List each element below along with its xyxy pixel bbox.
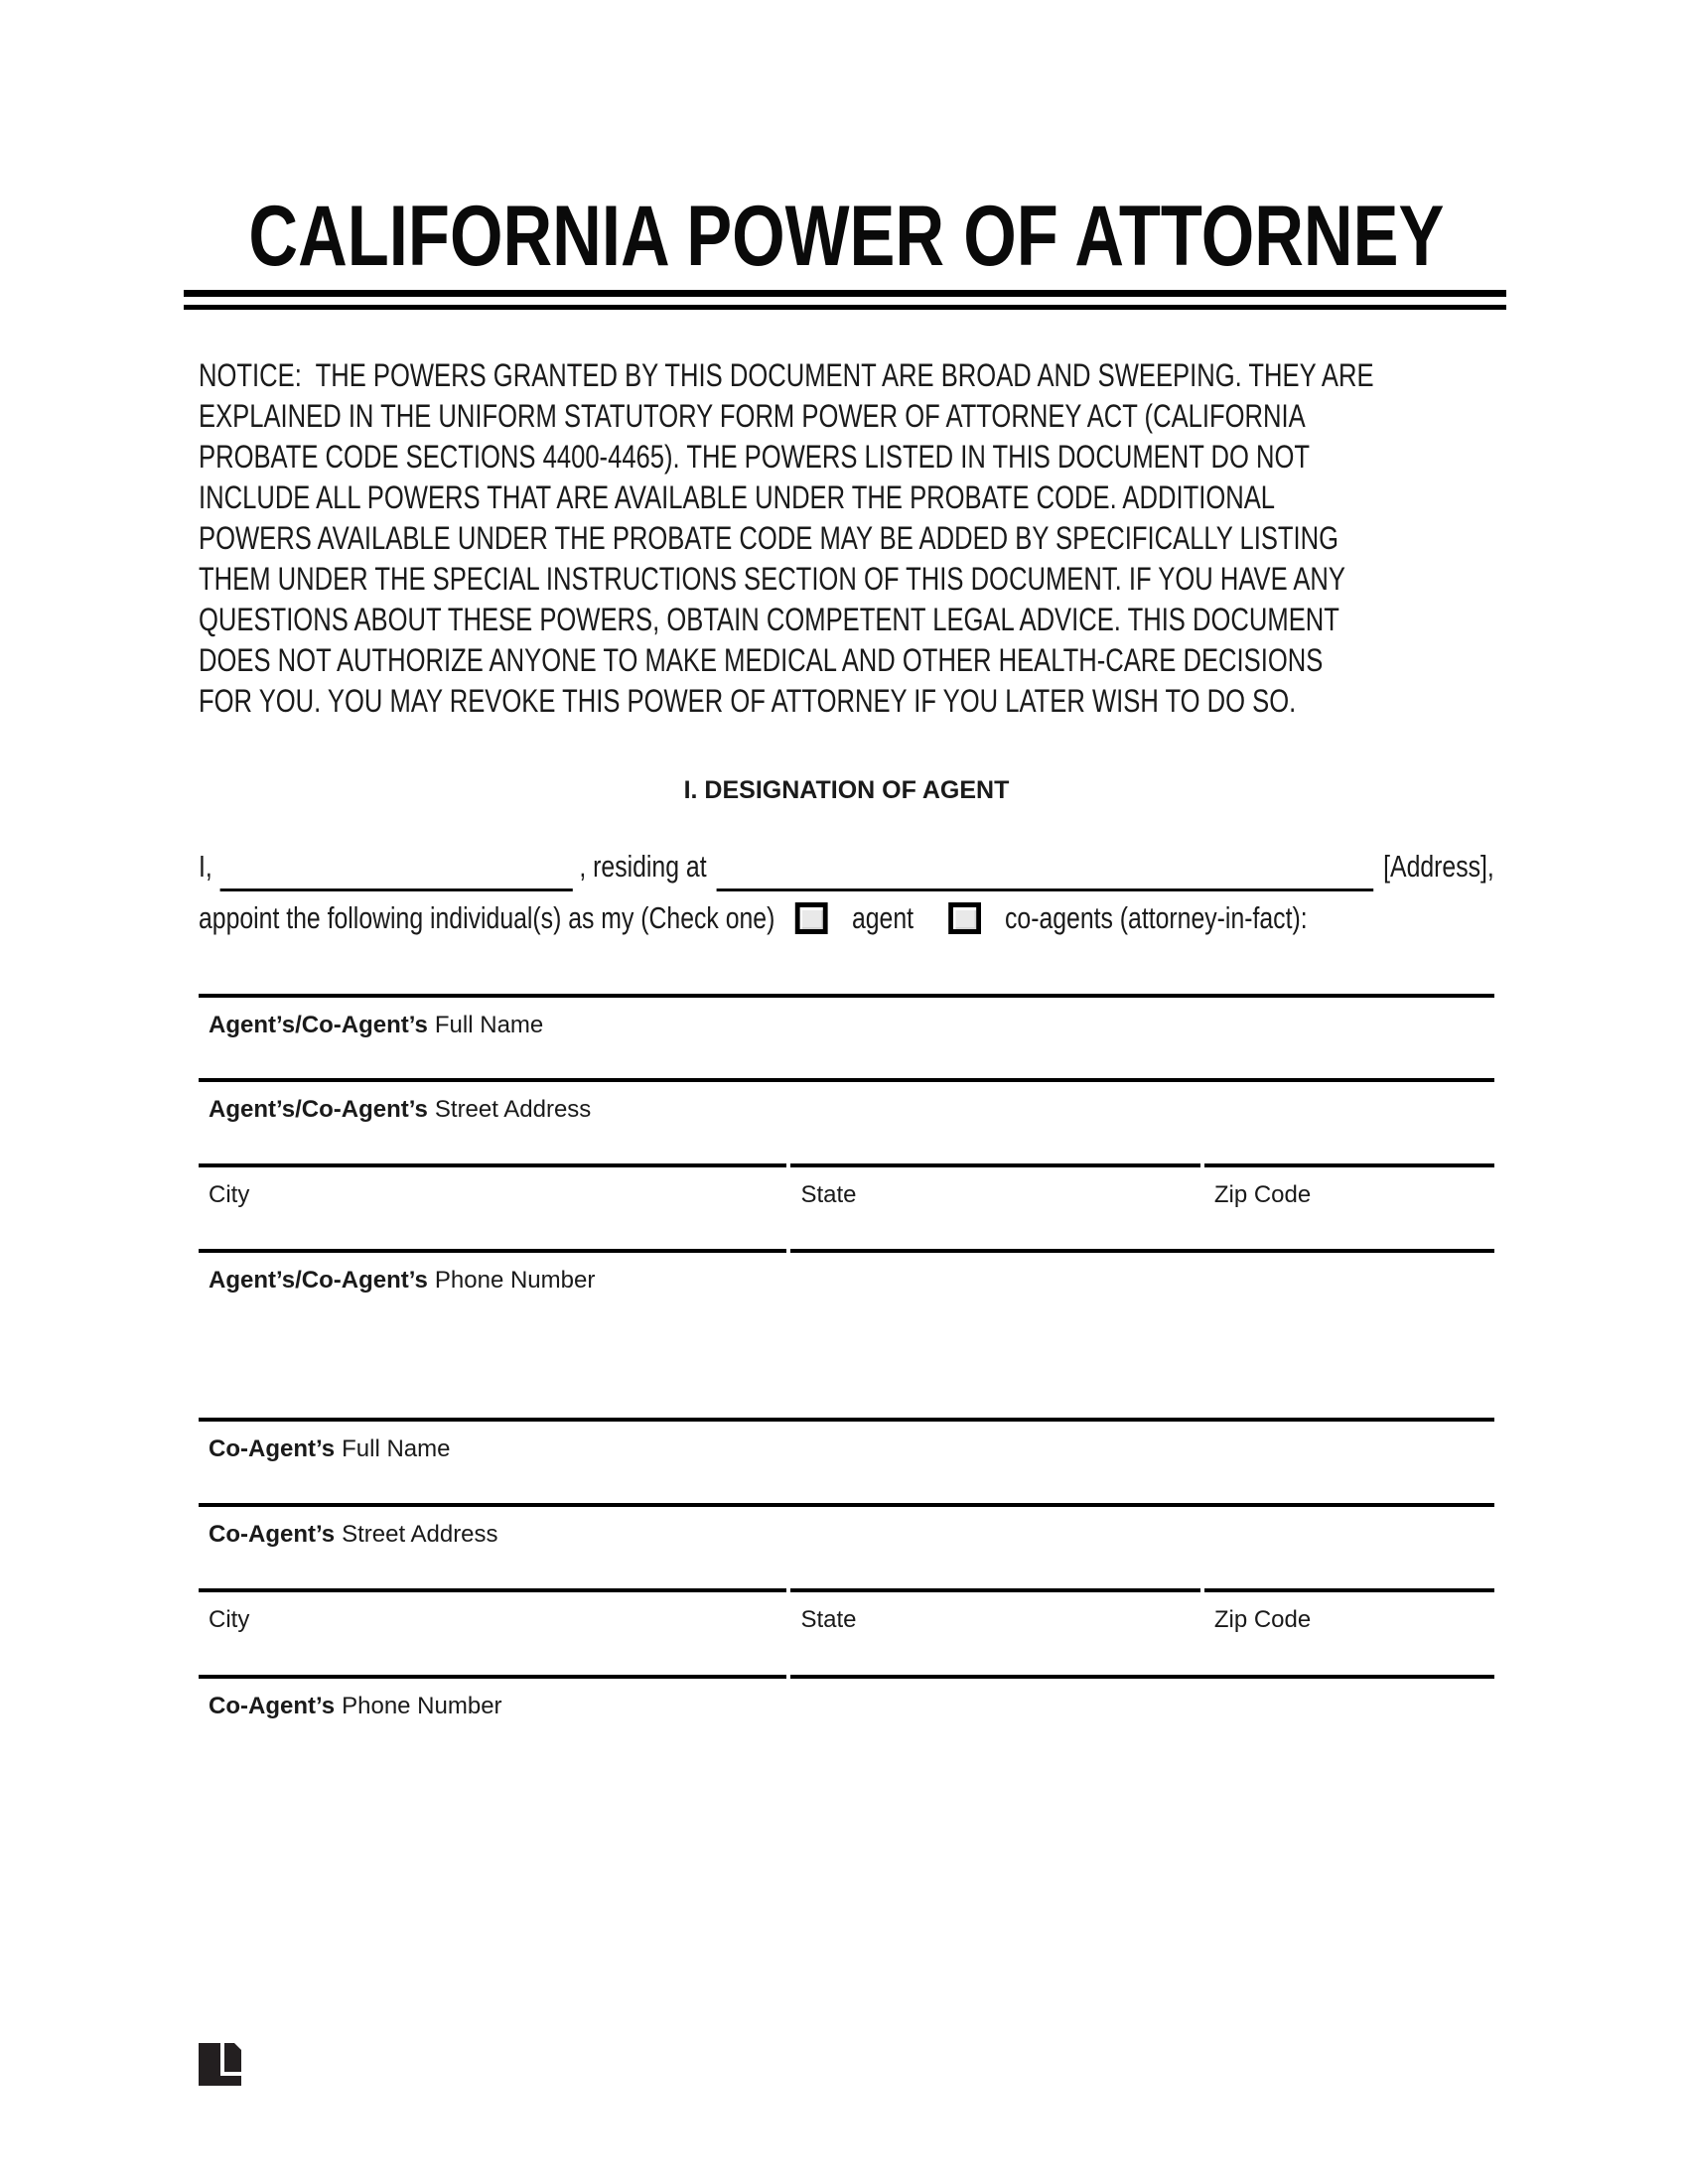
- principal-name-blank[interactable]: [220, 845, 573, 891]
- coagent-phone-row-spacer: [790, 1675, 1494, 1679]
- title-double-rule: [184, 290, 1506, 310]
- coagent-phone-field[interactable]: [199, 1675, 786, 1720]
- agent-full-name-label: [209, 1012, 543, 1038]
- agent-full-name-label-bold: Agent’s/Co-Agent’s: [209, 1012, 428, 1038]
- residing-at-label: , residing at: [579, 849, 707, 884]
- coagent-zip-field[interactable]: [1204, 1588, 1494, 1675]
- agent-state-field[interactable]: [790, 1163, 1199, 1249]
- agent-zip-label: Zip Code: [1213, 1181, 1312, 1208]
- coagent-city-state-zip-row: [199, 1588, 1494, 1675]
- coagent-full-name-label-bold: Co-Agent’s: [209, 1435, 336, 1462]
- notice-line: THEM UNDER THE SPECIAL INSTRUCTIONS SECTION OF THIS DOCUMENT. IF YOU HAVE ANY: [199, 561, 1345, 597]
- coagent-phone-row: [199, 1675, 1494, 1794]
- notice-line: POWERS AVAILABLE UNDER THE PROBATE CODE MAY BE ADDED BY SPECIFICALLY LISTING: [199, 520, 1339, 556]
- legal-templates-logo-icon: [199, 2043, 241, 2086]
- agent-phone-field[interactable]: [199, 1249, 786, 1418]
- coagent-street-address-label: [209, 1521, 498, 1548]
- agent-city-field[interactable]: [199, 1163, 786, 1249]
- agent-checkbox[interactable]: [795, 902, 828, 934]
- coagent-street-address-label-bold: Co-Agent’s: [209, 1521, 336, 1548]
- coagent-phone-label-rest: Phone Number: [342, 1693, 502, 1719]
- principal-i-label: I,: [199, 849, 212, 884]
- notice-line: PROBATE CODE SECTIONS 4400-4465). THE POWERS LISTED IN THIS DOCUMENT DO NOT: [199, 439, 1311, 475]
- coagent-state-label: State: [800, 1606, 857, 1633]
- agent-option-label: agent: [851, 900, 914, 935]
- appoint-instruction-label: appoint the following individual(s) as my (Check one): [199, 900, 775, 935]
- notice-paragraph: [199, 355, 1494, 722]
- principal-address-blank[interactable]: [716, 845, 1373, 891]
- coagent-phone-label: [209, 1693, 502, 1719]
- coagent-city-field[interactable]: [199, 1588, 786, 1675]
- page-title: CALIFORNIA POWER OF ATTORNEY: [248, 189, 1445, 284]
- agent-phone-row-spacer: [790, 1249, 1494, 1418]
- appoint-line: [199, 893, 1494, 943]
- agent-state-label: State: [800, 1181, 857, 1208]
- coagent-state-field[interactable]: [790, 1588, 1199, 1675]
- agent-street-address-field[interactable]: [199, 1078, 1494, 1163]
- agent-phone-row: [199, 1249, 1494, 1418]
- coagent-zip-label: Zip Code: [1213, 1606, 1312, 1633]
- coagent-full-name-label-rest: Full Name: [342, 1435, 451, 1462]
- notice-line: QUESTIONS ABOUT THESE POWERS, OBTAIN COMPETENT LEGAL ADVICE. THIS DOCUMENT: [199, 602, 1339, 637]
- agent-street-address-label-bold: Agent’s/Co-Agent’s: [209, 1096, 428, 1123]
- coagent-street-address-label-rest: Street Address: [342, 1521, 498, 1548]
- notice-line: INCLUDE ALL POWERS THAT ARE AVAILABLE UNDER THE PROBATE CODE. ADDITIONAL: [199, 479, 1276, 515]
- coagent-phone-label-bold: Co-Agent’s: [209, 1693, 336, 1719]
- address-placeholder-label: [Address],: [1383, 849, 1494, 884]
- coagent-city-label: City: [209, 1606, 250, 1633]
- coagent-full-name-label: [209, 1435, 450, 1462]
- designation-intro: [199, 845, 1494, 943]
- agent-street-address-label-rest: Street Address: [434, 1096, 592, 1123]
- notice-line: NOTICE: THE POWERS GRANTED BY THIS DOCUMENT ARE BROAD AND SWEEPING. THEY ARE: [199, 357, 1374, 393]
- agent-phone-label: [209, 1267, 595, 1294]
- agent-info-table: [199, 994, 1494, 1794]
- coagents-checkbox[interactable]: [948, 902, 981, 934]
- section-heading-designation-of-agent: I. DESIGNATION OF AGENT: [683, 776, 1010, 804]
- coagent-street-address-field[interactable]: [199, 1503, 1494, 1588]
- coagents-option-label: co-agents (attorney-in-fact):: [1005, 900, 1308, 935]
- agent-city-label: City: [209, 1181, 250, 1208]
- notice-line: DOES NOT AUTHORIZE ANYONE TO MAKE MEDICAL AND OTHER HEALTH-CARE DECISIONS: [199, 642, 1324, 678]
- agent-phone-label-bold: Agent’s/Co-Agent’s: [209, 1267, 428, 1294]
- agent-street-address-label: [209, 1096, 591, 1123]
- agent-full-name-label-rest: Full Name: [434, 1012, 544, 1038]
- notice-line: FOR YOU. YOU MAY REVOKE THIS POWER OF ATTORNEY IF YOU LATER WISH TO DO SO.: [199, 683, 1297, 719]
- agent-full-name-field[interactable]: [199, 994, 1494, 1078]
- agent-phone-label-rest: Phone Number: [434, 1267, 596, 1294]
- coagent-full-name-field[interactable]: [199, 1418, 1494, 1503]
- principal-line: [199, 845, 1494, 891]
- agent-zip-field[interactable]: [1204, 1163, 1494, 1249]
- agent-city-state-zip-row: [199, 1163, 1494, 1249]
- notice-line: EXPLAINED IN THE UNIFORM STATUTORY FORM POWER OF ATTORNEY ACT (CALIFORNIA: [199, 398, 1306, 434]
